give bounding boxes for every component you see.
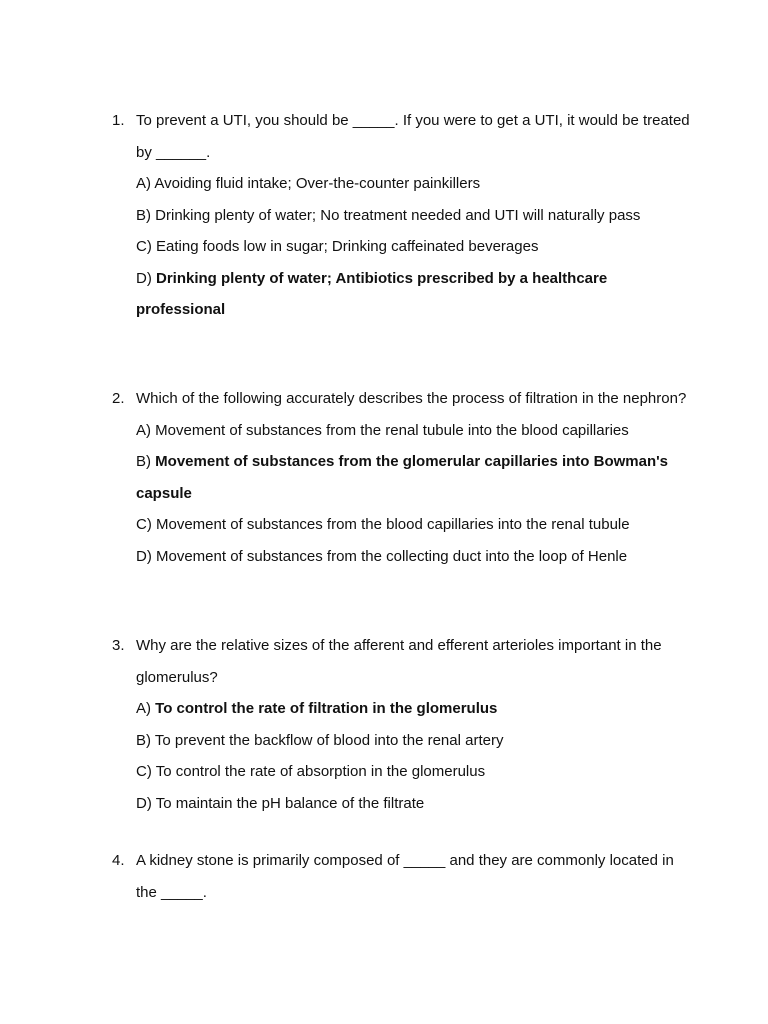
question-body bbox=[136, 845, 696, 908]
option-d bbox=[136, 788, 696, 820]
option-text: To prevent the backflow of blood into the renal artery bbox=[154, 731, 504, 749]
question-body bbox=[136, 383, 696, 572]
option-c bbox=[136, 509, 696, 541]
question-number: 4. bbox=[112, 852, 125, 869]
correct-answer-text: Movement of substances from the glomerular capillaries into Bowman's capsule bbox=[136, 453, 669, 502]
question-stem: A kidney stone is primarily composed of _____ and they are commonly located in the _____. bbox=[136, 852, 674, 901]
question-body bbox=[136, 630, 696, 819]
option-letter: D) bbox=[136, 547, 152, 565]
correct-answer-text: To control the rate of filtration in the glomerulus bbox=[155, 700, 498, 717]
option-text: Avoiding fluid intake; Over-the-counter painkillers bbox=[154, 175, 481, 192]
option-b bbox=[136, 725, 696, 757]
option-a-correct bbox=[136, 693, 696, 725]
option-letter: C) bbox=[136, 516, 152, 533]
option-letter: B) bbox=[136, 731, 151, 749]
option-c bbox=[136, 756, 696, 788]
option-letter: D) bbox=[136, 794, 152, 812]
option-a bbox=[136, 168, 696, 200]
question-stem: To prevent a UTI, you should be _____. If you were to get a UTI, it would be treated by ______. bbox=[136, 112, 690, 161]
option-text: Movement of substances from the renal tubule into the blood capillaries bbox=[155, 421, 629, 439]
option-text: To maintain the pH balance of the filtrate bbox=[155, 794, 425, 812]
option-a bbox=[136, 415, 696, 447]
option-text: Movement of substances from the blood capillaries into the renal tubule bbox=[156, 516, 630, 533]
question-stem: Why are the relative sizes of the afferent and efferent arterioles important in the glomerulus? bbox=[136, 637, 662, 686]
option-letter: A) bbox=[136, 700, 151, 717]
option-letter: D) bbox=[136, 269, 152, 287]
option-text: Movement of substances from the collecting duct into the loop of Henle bbox=[156, 547, 628, 565]
correct-answer-text: Drinking plenty of water; Antibiotics prescribed by a healthcare professional bbox=[136, 269, 608, 318]
option-d-correct bbox=[136, 263, 696, 326]
question-body bbox=[136, 105, 696, 326]
question-number: 3. bbox=[112, 637, 125, 654]
option-text: Eating foods low in sugar; Drinking caffeinated beverages bbox=[156, 238, 539, 255]
option-d bbox=[136, 541, 696, 573]
option-letter: A) bbox=[136, 175, 151, 192]
option-letter: A) bbox=[136, 421, 151, 439]
option-b-correct bbox=[136, 446, 696, 509]
option-text: To control the rate of absorption in the glomerulus bbox=[155, 763, 486, 780]
question-number: 2. bbox=[112, 390, 125, 407]
option-c bbox=[136, 231, 696, 263]
question-stem: Which of the following accurately describes the process of filtration in the nephron? bbox=[136, 390, 687, 407]
option-letter: C) bbox=[136, 763, 152, 780]
question-number: 1. bbox=[112, 112, 125, 129]
option-b bbox=[136, 200, 696, 232]
option-letter: B) bbox=[136, 453, 151, 470]
option-letter: C) bbox=[136, 238, 152, 255]
option-letter: B) bbox=[136, 206, 151, 224]
option-text: Drinking plenty of water; No treatment needed and UTI will naturally pass bbox=[155, 206, 641, 224]
